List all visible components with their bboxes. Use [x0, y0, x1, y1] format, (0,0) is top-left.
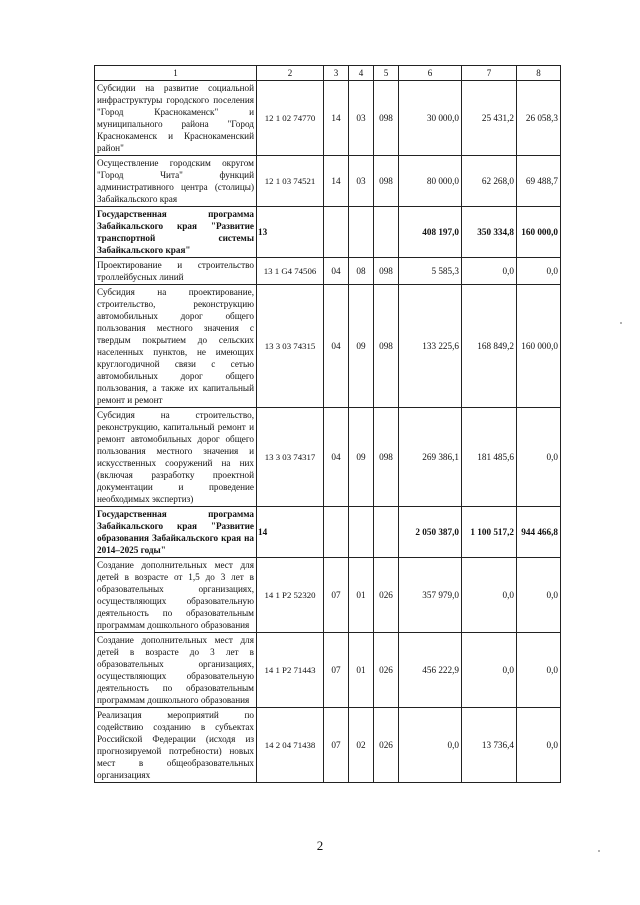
- table-row: [95, 156, 561, 207]
- row-subsection-cell: 08: [349, 258, 374, 285]
- table-row: [95, 558, 561, 633]
- row-name-cell: Государственная программа Забайкальского края "Развитие транспортной системы Забайкальского края": [95, 207, 257, 258]
- row-name-cell: Субсидия на строительство, реконструкцию, капитальный ремонт и ремонт автомобильных дорог общего пользования местного значения и искусственных сооружений на них (включая разработку проектной документации и проведение необходимых экспертиз): [95, 408, 257, 507]
- row-value-6-cell: 408 197,0: [399, 207, 462, 258]
- header-cell: 8: [517, 66, 561, 81]
- row-ministry-cell: 098: [374, 408, 399, 507]
- row-value-7-cell: 62 268,0: [462, 156, 517, 207]
- row-code-cell: 12 1 02 74770: [257, 81, 324, 156]
- row-value-7-cell: 0,0: [462, 633, 517, 708]
- row-name-cell: Субсидия на проектирование, строительство, реконструкцию автомобильных дорог общего пользования местного значения с твердым покрытием до сельских населенных пунктов, не имеющих круглогодичной связи с сетью автомобильных дорог общего пользования, а также их капитальный ремонт и ремонт: [95, 285, 257, 408]
- row-ministry-cell: 026: [374, 708, 399, 783]
- row-value-6-cell: 0,0: [399, 708, 462, 783]
- row-value-8-cell: 0,0: [517, 258, 561, 285]
- row-subsection-cell: 09: [349, 408, 374, 507]
- table-header-row: [95, 66, 561, 81]
- row-name-cell: Субсидии на развитие социальной инфраструктуры городского поселения "Город Краснокаменск" и муниципального района "Город Краснокаменск и Краснокаменский район": [95, 81, 257, 156]
- budget-table: [94, 65, 561, 783]
- row-value-6-cell: 5 585,3: [399, 258, 462, 285]
- row-value-6-cell: 269 386,1: [399, 408, 462, 507]
- row-subsection-cell: 03: [349, 81, 374, 156]
- row-section-cell: 04: [324, 285, 349, 408]
- row-value-8-cell: 26 058,3: [517, 81, 561, 156]
- table-row: [95, 708, 561, 783]
- row-value-7-cell: 168 849,2: [462, 285, 517, 408]
- row-value-6-cell: 133 225,6: [399, 285, 462, 408]
- header-cell: 7: [462, 66, 517, 81]
- header-cell: 5: [374, 66, 399, 81]
- table-row: [95, 408, 561, 507]
- row-section-cell: 07: [324, 633, 349, 708]
- row-section-cell: [324, 207, 349, 258]
- row-code-cell: 13 3 03 74317: [257, 408, 324, 507]
- header-cell: 4: [349, 66, 374, 81]
- row-ministry-cell: 098: [374, 81, 399, 156]
- row-value-8-cell: 160 000,0: [517, 285, 561, 408]
- scan-speck: [620, 322, 622, 324]
- row-code-cell: 14 1 P2 71443: [257, 633, 324, 708]
- row-value-8-cell: 0,0: [517, 408, 561, 507]
- row-name-cell: Осуществление городским округом "Город Чита" функций административного центра (столицы) Забайкальского края: [95, 156, 257, 207]
- row-subsection-cell: 03: [349, 156, 374, 207]
- row-code-cell: 14: [257, 507, 324, 558]
- row-value-8-cell: 0,0: [517, 633, 561, 708]
- row-value-8-cell: 160 000,0: [517, 207, 561, 258]
- header-cell: 3: [324, 66, 349, 81]
- row-value-7-cell: 25 431,2: [462, 81, 517, 156]
- row-name-cell: Создание дополнительных мест для детей в возрасте от 1,5 до 3 лет в образовательных организациях, осуществляющих образовательную деятельность по образовательным программам дошкольного образования: [95, 558, 257, 633]
- row-value-8-cell: 0,0: [517, 558, 561, 633]
- row-subsection-cell: [349, 207, 374, 258]
- row-subsection-cell: 02: [349, 708, 374, 783]
- row-section-cell: 14: [324, 156, 349, 207]
- row-ministry-cell: [374, 507, 399, 558]
- row-value-8-cell: 69 488,7: [517, 156, 561, 207]
- program-row: [95, 507, 561, 558]
- row-section-cell: 04: [324, 258, 349, 285]
- row-name-cell: Государственная программа Забайкальского края "Развитие образования Забайкальского края на 2014–2025 годы": [95, 507, 257, 558]
- page-number: 2: [316, 838, 324, 853]
- row-section-cell: 04: [324, 408, 349, 507]
- row-subsection-cell: 01: [349, 558, 374, 633]
- row-value-7-cell: 0,0: [462, 258, 517, 285]
- row-subsection-cell: [349, 507, 374, 558]
- row-section-cell: [324, 507, 349, 558]
- row-name-cell: Проектирование и строительство троллейбусных линий: [95, 258, 257, 285]
- row-ministry-cell: 026: [374, 558, 399, 633]
- row-value-6-cell: 80 000,0: [399, 156, 462, 207]
- row-ministry-cell: 026: [374, 633, 399, 708]
- row-section-cell: 14: [324, 81, 349, 156]
- header-cell: 2: [257, 66, 324, 81]
- row-ministry-cell: 098: [374, 285, 399, 408]
- row-code-cell: 14 2 04 71438: [257, 708, 324, 783]
- row-subsection-cell: 01: [349, 633, 374, 708]
- row-value-7-cell: 0,0: [462, 558, 517, 633]
- row-value-7-cell: 350 334,8: [462, 207, 517, 258]
- row-value-6-cell: 30 000,0: [399, 81, 462, 156]
- row-code-cell: 13 1 G4 74506: [257, 258, 324, 285]
- row-section-cell: 07: [324, 708, 349, 783]
- row-value-8-cell: 944 466,8: [517, 507, 561, 558]
- row-name-cell: Создание дополнительных мест для детей в возрасте до 3 лет в образовательных организациях, осуществляющих образовательную деятельность по образовательным программам дошкольного образования: [95, 633, 257, 708]
- program-row: [95, 207, 561, 258]
- row-value-6-cell: 357 979,0: [399, 558, 462, 633]
- row-value-7-cell: 1 100 517,2: [462, 507, 517, 558]
- table-row: [95, 258, 561, 285]
- scan-speck: [598, 850, 600, 852]
- row-ministry-cell: 098: [374, 258, 399, 285]
- row-code-cell: 13 3 03 74315: [257, 285, 324, 408]
- row-ministry-cell: [374, 207, 399, 258]
- table-row: [95, 81, 561, 156]
- row-value-8-cell: 0,0: [517, 708, 561, 783]
- row-value-7-cell: 181 485,6: [462, 408, 517, 507]
- table-row: [95, 285, 561, 408]
- row-value-6-cell: 2 050 387,0: [399, 507, 462, 558]
- row-value-7-cell: 13 736,4: [462, 708, 517, 783]
- header-cell: 6: [399, 66, 462, 81]
- table-row: [95, 633, 561, 708]
- row-section-cell: 07: [324, 558, 349, 633]
- header-cell: 1: [95, 66, 257, 81]
- row-value-6-cell: 456 222,9: [399, 633, 462, 708]
- row-code-cell: 14 1 P2 52320: [257, 558, 324, 633]
- row-ministry-cell: 098: [374, 156, 399, 207]
- row-code-cell: 12 1 03 74521: [257, 156, 324, 207]
- row-code-cell: 13: [257, 207, 324, 258]
- row-subsection-cell: 09: [349, 285, 374, 408]
- row-name-cell: Реализация мероприятий по содействию созданию в субъектах Российской Федерации (исходя из прогнозируемой потребности) новых мест в общеобразовательных организациях: [95, 708, 257, 783]
